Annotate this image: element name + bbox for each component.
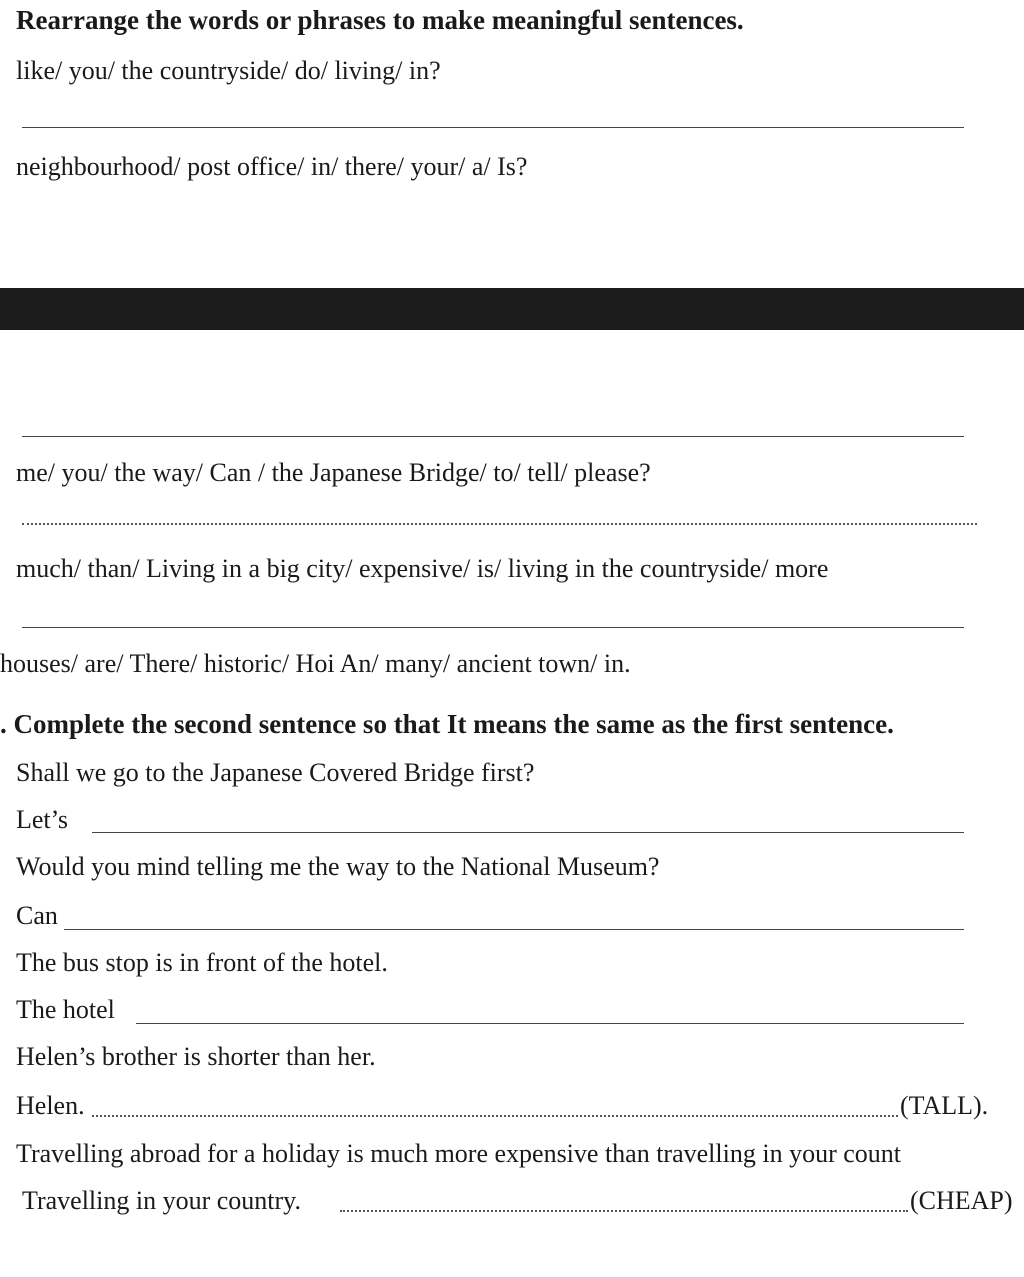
complete-answer-5 bbox=[22, 1188, 1024, 1216]
rearrange-item-5: houses/ are/ There/ historic/ Hoi An/ many/ ancient town/ in. bbox=[0, 649, 631, 678]
complete-start-2: Can bbox=[16, 901, 58, 930]
section1-heading: Rearrange the words or phrases to make meaningful sentences. bbox=[16, 5, 744, 35]
complete-answer-line-1[interactable] bbox=[92, 832, 964, 833]
complete-sentence-4: Helen’s brother is shorter than her. bbox=[16, 1042, 376, 1071]
redaction-bar bbox=[0, 288, 1024, 330]
complete-answer-line-4[interactable] bbox=[92, 1115, 898, 1117]
complete-start-3: The hotel bbox=[16, 995, 115, 1024]
answer-line-2[interactable] bbox=[22, 436, 964, 437]
complete-hint-5: (CHEAP) bbox=[910, 1186, 1013, 1215]
complete-start-4: Helen. bbox=[16, 1091, 85, 1120]
complete-sentence-3: The bus stop is in front of the hotel. bbox=[16, 948, 388, 977]
answer-line-3[interactable] bbox=[22, 523, 977, 525]
rearrange-item-4: much/ than/ Living in a big city/ expensive/ is/ living in the countryside/ more bbox=[16, 554, 829, 583]
complete-sentence-1: Shall we go to the Japanese Covered Bridge first? bbox=[16, 758, 535, 787]
answer-line-1[interactable] bbox=[22, 127, 964, 128]
complete-sentence-5: Travelling abroad for a holiday is much more expensive than travelling in your count bbox=[16, 1139, 901, 1168]
section2-heading: . Complete the second sentence so that It means the same as the first sentence. bbox=[0, 709, 894, 739]
complete-answer-line-3[interactable] bbox=[136, 1023, 964, 1024]
complete-start-5: Travelling in your country. bbox=[22, 1186, 301, 1215]
rearrange-item-1: like/ you/ the countryside/ do/ living/ in? bbox=[16, 56, 441, 85]
rearrange-item-2: neighbourhood/ post office/ in/ there/ your/ a/ Is? bbox=[16, 152, 528, 181]
answer-line-4[interactable] bbox=[22, 627, 964, 628]
complete-answer-line-5[interactable] bbox=[340, 1210, 908, 1212]
complete-start-1: Let’s bbox=[16, 805, 68, 834]
complete-answer-line-2[interactable] bbox=[64, 929, 964, 930]
complete-sentence-2: Would you mind telling me the way to the National Museum? bbox=[16, 852, 660, 881]
rearrange-item-3: me/ you/ the way/ Can / the Japanese Bridge/ to/ tell/ please? bbox=[16, 458, 651, 487]
complete-hint-4: (TALL). bbox=[900, 1091, 989, 1120]
complete-answer-4 bbox=[16, 1093, 1006, 1121]
